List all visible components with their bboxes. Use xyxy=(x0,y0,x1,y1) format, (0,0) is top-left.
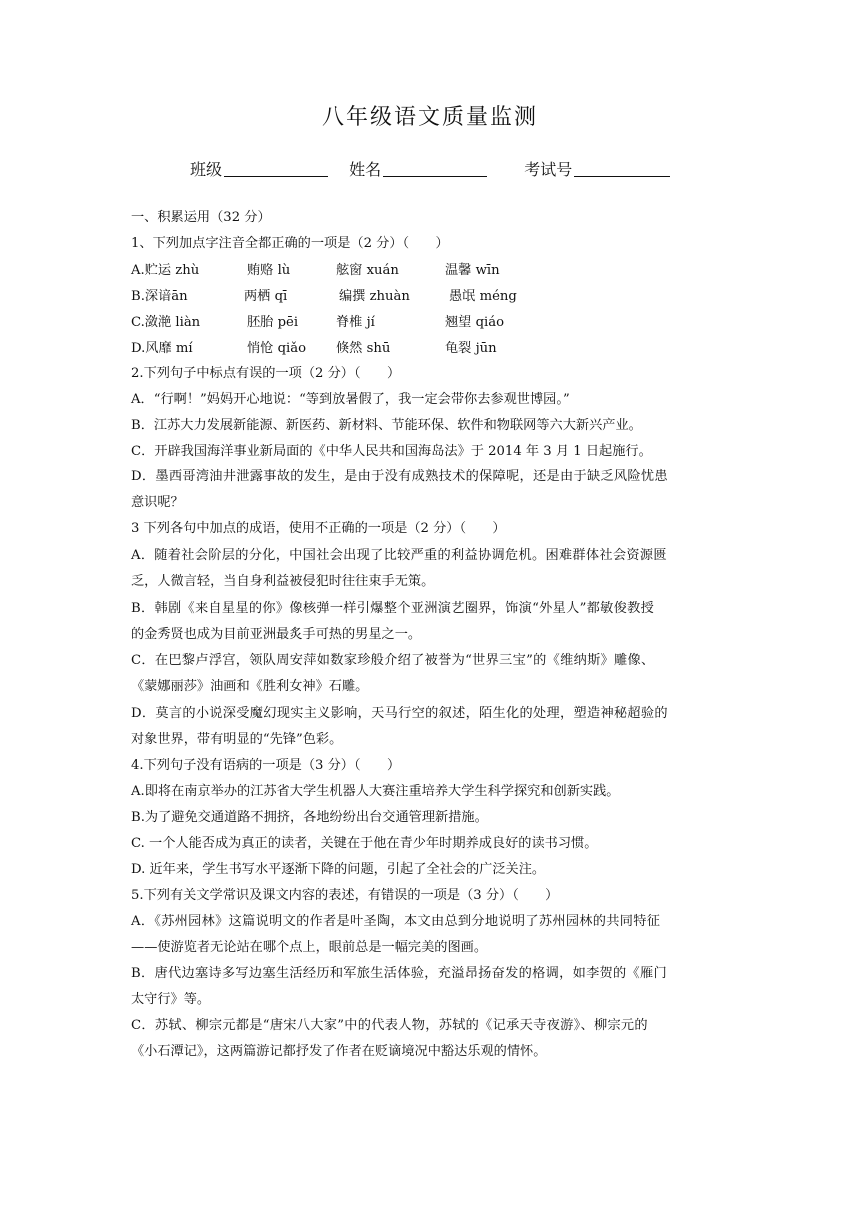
section-heading: 一、积累运用（32 分） xyxy=(131,210,271,225)
class-blank[interactable] xyxy=(224,160,328,177)
question-4-option-a: A.即将在南京举办的江苏省大学生机器人大赛注重培养大学生科学探究和创新实践。 xyxy=(131,784,620,799)
option-word: 胚胎 pēi xyxy=(247,315,299,330)
question-5-option-a: A．《苏州园林》这篇说明文的作者是叶圣陶，本文由总到分地说明了苏州园林的共同特征 xyxy=(131,914,661,929)
question-3-option-a: A．随着社会阶层的分化，中国社会出现了比较严重的利益协调危机。困难群体社会资源匮 xyxy=(131,548,667,563)
option-word: 贿赂 lù xyxy=(247,263,291,278)
question-3-stem: 3 下列各句中加点的成语，使用不正确的一项是（2 分）（ ） xyxy=(131,521,506,536)
option-word: 脊椎 jí xyxy=(336,315,375,330)
exam-number-blank[interactable] xyxy=(574,160,670,177)
page-title: 八年级语文质量监测 xyxy=(321,105,538,130)
option-word: 龟裂 jūn xyxy=(445,341,497,356)
question-2-option-d-cont: 意识呢？ xyxy=(131,495,184,510)
option-word: D.风靡 mí xyxy=(131,341,193,356)
question-3-option-d: D．莫言的小说深受魔幻现实主义影响，天马行空的叙述，陌生化的处理，塑造神秘超验的 xyxy=(131,706,668,721)
question-3-option-c: C．在巴黎卢浮宫，领队周安萍如数家珍般介绍了被誉为“世界三宝”的《维纳斯》雕像、 xyxy=(131,653,655,668)
option-word: 倏然 shū xyxy=(336,341,391,356)
class-label: 班级 xyxy=(190,160,223,179)
question-2-option-a: A．“行啊！”妈妈开心地说：“等到放暑假了，我一定会带你去参观世博园。” xyxy=(131,392,570,407)
question-1-stem: 1、下列加点字注音全都正确的一项是（2 分）（ ） xyxy=(131,236,449,251)
question-5-option-a-cont: ——使游览者无论站在哪个点上，眼前总是一幅完美的图画。 xyxy=(131,940,488,955)
question-3-option-c-cont: 《蒙娜丽莎》油画和《胜利女神》石雕。 xyxy=(131,679,369,694)
option-word: 悄怆 qiǎo xyxy=(247,341,307,356)
option-word: 两栖 qī xyxy=(244,289,288,304)
student-info-row xyxy=(190,157,670,180)
option-word: 愚氓 méng xyxy=(449,289,517,304)
option-word: 温馨 wīn xyxy=(445,263,500,278)
option-word: 翘望 qiáo xyxy=(445,315,505,330)
question-4-stem: 4.下列句子没有语病的一项是（3 分）（ ） xyxy=(131,758,401,773)
question-3-option-b: B．韩剧《来自星星的你》像核弹一样引爆整个亚洲演艺圈界，饰演“外星人”都敏俊教授 xyxy=(131,601,655,616)
option-word: A.贮运 zhù xyxy=(131,263,200,278)
question-5-option-c-cont: 《小石潭记》，这两篇游记都抒发了作者在贬谪境况中豁达乐观的情怀。 xyxy=(131,1044,547,1059)
question-5-option-b-cont: 太守行》等。 xyxy=(131,992,211,1007)
question-4-option-d: D. 近年来，学生书写水平逐渐下降的问题，引起了全社会的广泛关注。 xyxy=(131,862,546,877)
option-word: C.潋滟 liàn xyxy=(131,315,201,330)
question-5-stem: 5.下列有关文学常识及课文内容的表述，有错误的一项是（3 分）（ ） xyxy=(131,888,559,903)
question-2-stem: 2.下列句子中标点有误的一项（2 分）（ ） xyxy=(131,366,401,381)
question-3-option-d-cont: 对象世界，带有明显的“先锋”色彩。 xyxy=(131,732,343,747)
question-3-option-b-cont: 的金秀贤也成为目前亚洲最炙手可热的男星之一。 xyxy=(131,627,422,642)
exam-number-label: 考试号 xyxy=(524,160,573,179)
name-label: 姓名 xyxy=(349,160,382,179)
option-word: 舷窗 xuán xyxy=(336,263,399,278)
question-2-option-d: D．墨西哥湾油井泄露事故的发生，是由于没有成熟技术的保障呢，还是由于缺乏风险忧患 xyxy=(131,469,668,484)
question-2-option-c: C．开辟我国海洋事业新局面的《中华人民共和国海岛法》于 2014 年 3 月 1 日起施行。 xyxy=(131,444,652,459)
option-word: B.深谙ān xyxy=(131,289,188,304)
question-5-option-b: B．唐代边塞诗多写边塞生活经历和军旅生活体验，充溢昂扬奋发的格调，如李贺的《雁门 xyxy=(131,966,667,981)
question-4-option-b: B.为了避免交通道路不拥挤，各地纷纷出台交通管理新措施。 xyxy=(131,810,488,825)
option-word: 编撰 zhuàn xyxy=(339,289,410,304)
question-2-option-b: B．江苏大力发展新能源、新医药、新材料、节能环保、软件和物联网等六大新兴产业。 xyxy=(131,418,642,433)
question-4-option-c: C. 一个人能否成为真正的读者，关键在于他在青少年时期养成良好的读书习惯。 xyxy=(131,836,598,851)
question-5-option-c: C．苏轼、柳宗元都是“唐宋八大家”中的代表人物，苏轼的《记承天寺夜游》、柳宗元的 xyxy=(131,1018,648,1033)
name-blank[interactable] xyxy=(383,160,487,177)
question-3-option-a-cont: 乏，人微言轻，当自身利益被侵犯时往往束手无策。 xyxy=(131,574,435,589)
